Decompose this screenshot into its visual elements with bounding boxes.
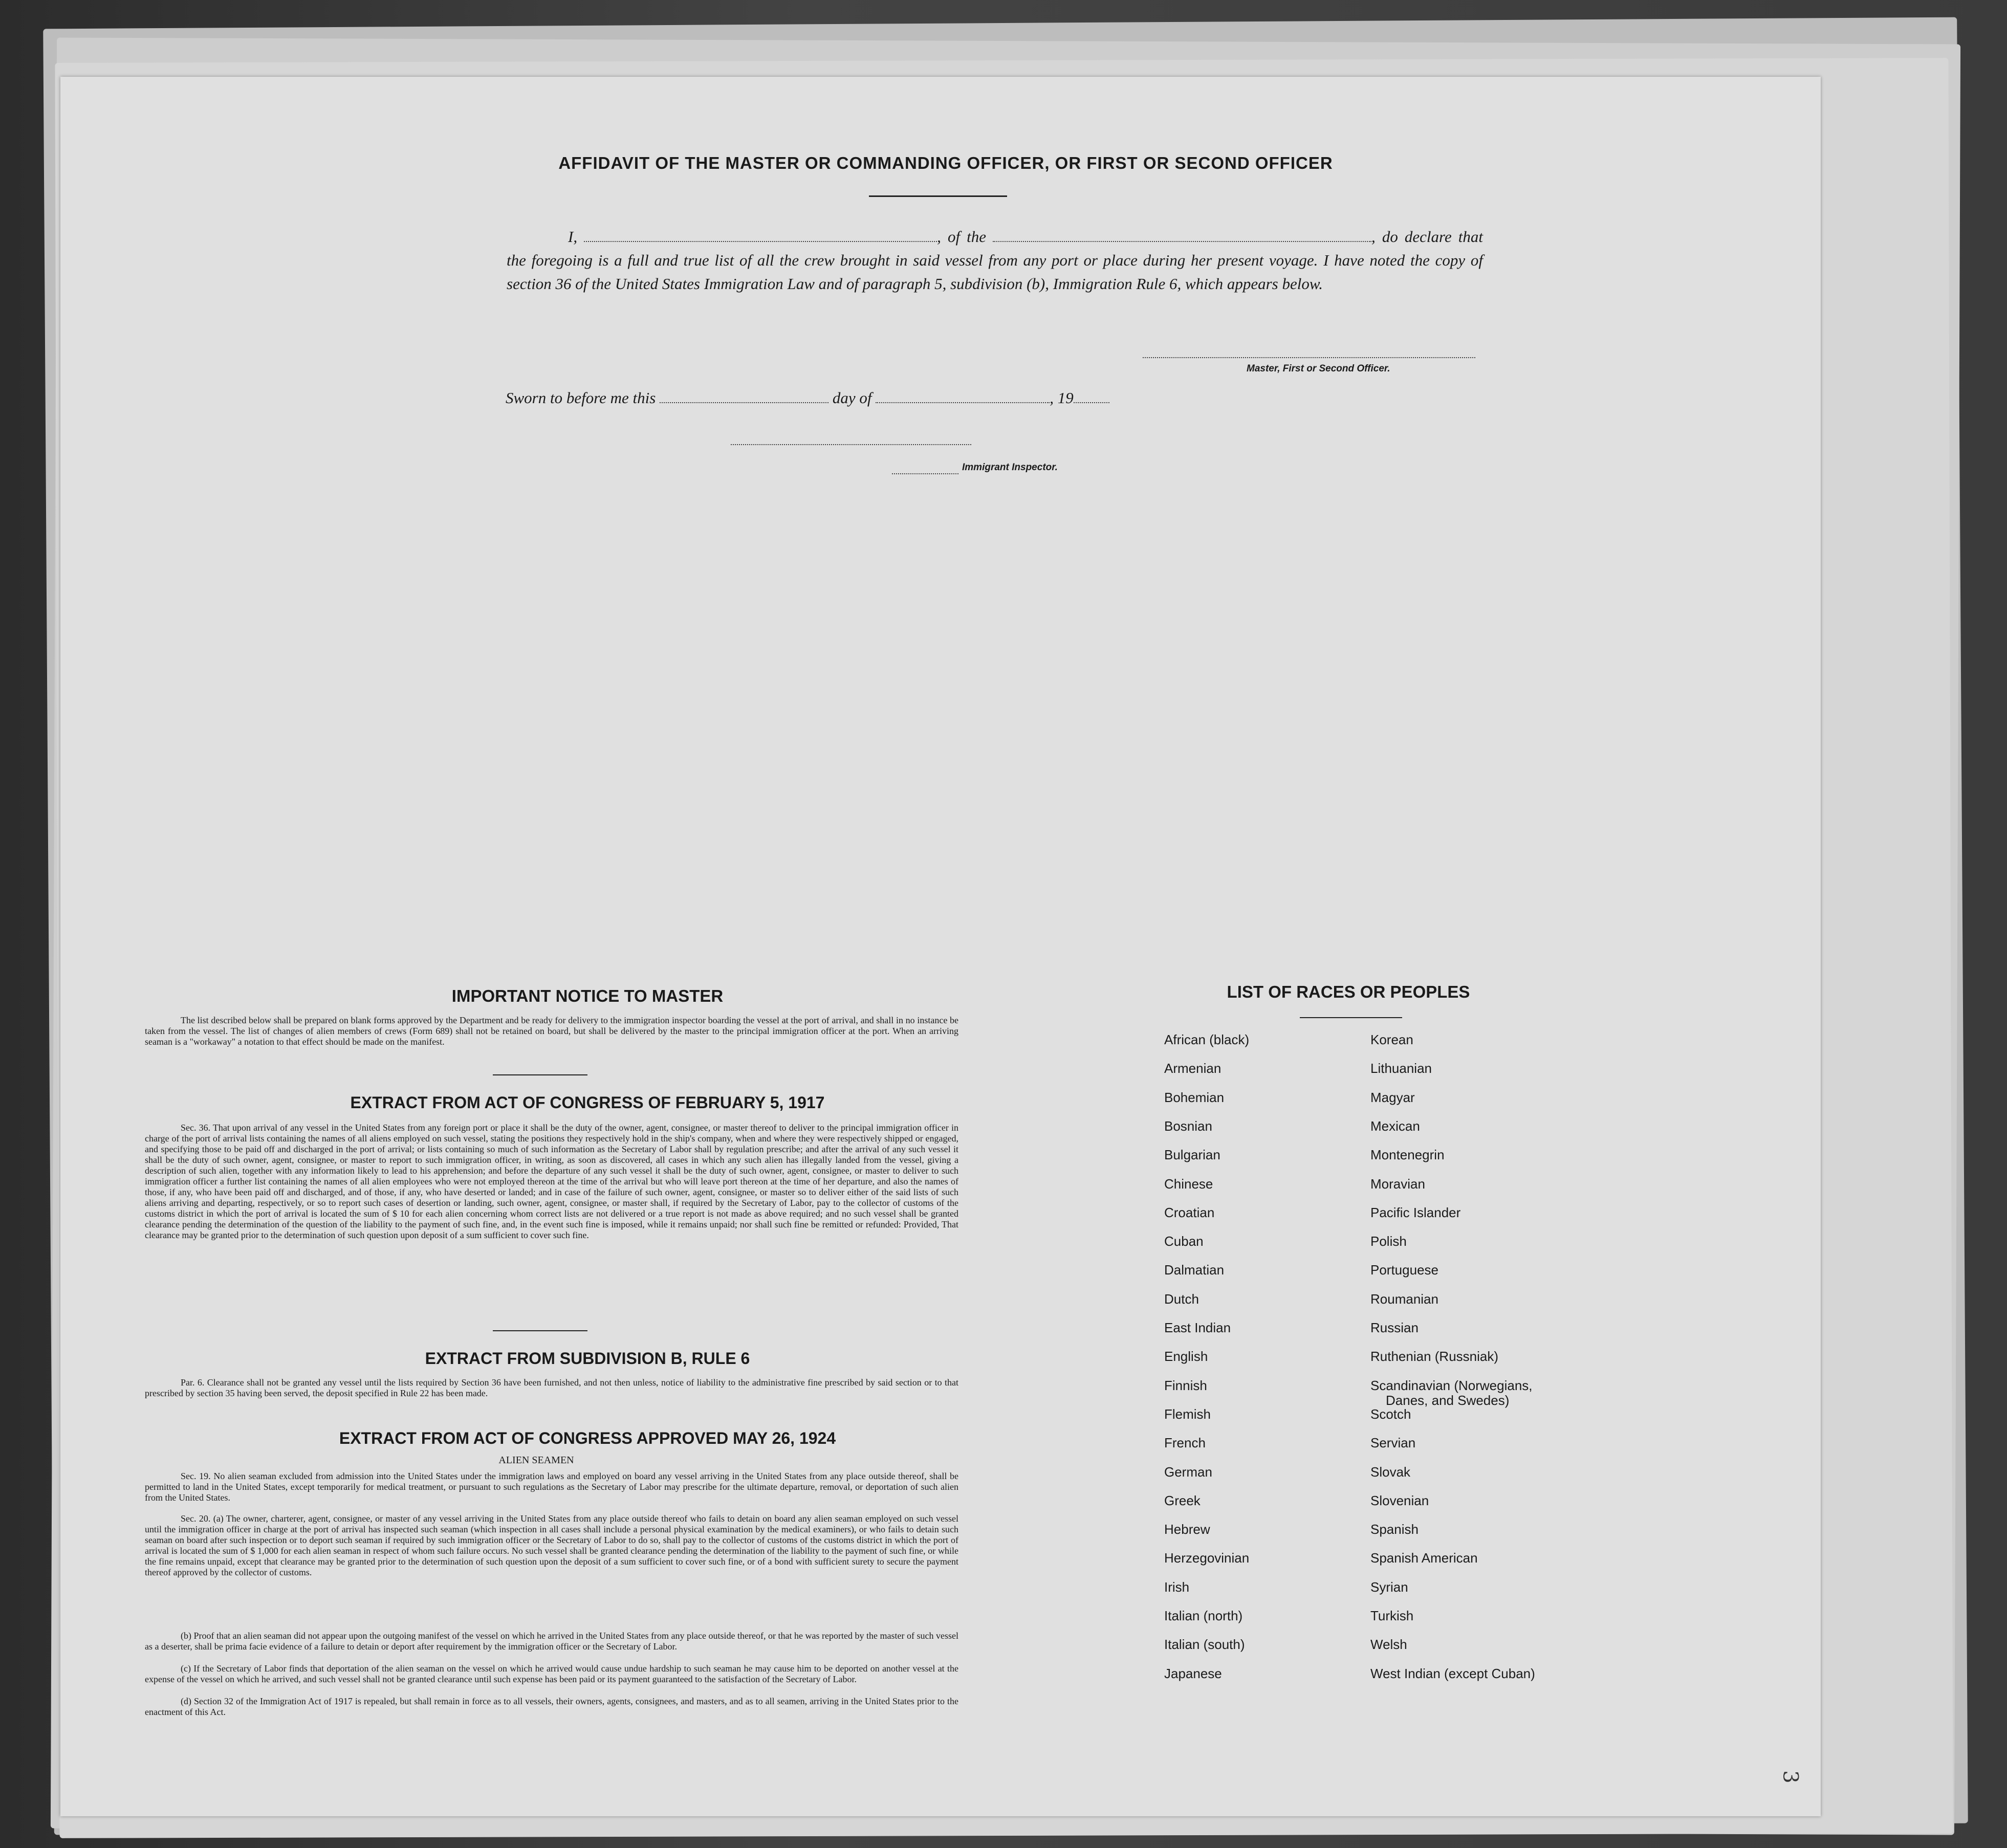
- race-item: Flemish: [1164, 1406, 1211, 1422]
- race-item: Lithuanian: [1370, 1061, 1432, 1076]
- race-item: English: [1164, 1349, 1208, 1365]
- notice-title: IMPORTANT NOTICE TO MASTER: [451, 986, 724, 1005]
- extract-1924-sec20a: Sec. 20. (a) The owner, charterer, agent, consignee, or master of any vessel arriving in the United States from any place outside thereof who fails to detain on board any alien seaman employed on such vessel until the immigration officer in charge at the port of arrival has inspected such seaman (which inspection in all cases shall include a personal physical examination by the medical examiners), or who fails to detain such seaman on board after such inspection or to deport such seaman if required by such immigration officer or the Secretary of Labor to do so, shall pay to the collector of customs of the customs district in which the port of arrival is located the sum of $ 1,000 for each alien seaman in respect of whom such failure occurs. No such vessel shall be granted clearance pending the determination of the liability to the payment of such fine, or while the fine remains unpaid, except that clearance may be granted prior to the determination of such question upon the deposit of a sum sufficient to cover such fine, or of a bond with sufficient surety to secure the payment thereof approved by the collector of customs.: [145, 1513, 958, 1577]
- race-item: West Indian (except Cuban): [1370, 1665, 1535, 1681]
- inspector-caption-leader: [892, 473, 958, 474]
- race-item: Slovak: [1370, 1464, 1411, 1480]
- race-item: Italian (north): [1164, 1608, 1243, 1623]
- sworn-day-field[interactable]: [660, 389, 828, 403]
- race-item: Roumanian: [1370, 1291, 1438, 1307]
- extract-1917-text: Sec. 36. That upon arrival of any vessel in the United States from any foreign port or place it shall be the duty of the owner, agent, consignee, or master thereof to deliver to the principal immigration officer in charge of the port of arrival lists containing the names of all aliens employed on such vessel, stating the positions they respectively hold in the ship's company, when and where they were respectively shipped or engaged, and specifying those to be paid off and discharged in the port of arrival; or lists containing so much of such information as the Secretary of Labor shall by regulation prescribe; and after the arrival of any such vessel it shall be the duty of such owner, agent, consignee, or master to report to such immigration officer, in writing, as soon as discovered, all cases in which any such alien has illegally landed from the vessel, giving a description of such alien, together with any information likely to lead to his apprehension; and before the departure of any such vessel it shall be the duty of such owner, agent, consignee, or master to deliver to such immigration officer a further list containing the names of all alien employees who were not employed thereon at the time of the arrival but who will leave port thereon at the time of her departure, and also the names of those, if any, who have been paid off and discharged, and of those, if any, who have deserted or landed; and in case of the failure of such owner, agent, consignee, or master so to deliver either of the said lists of such aliens arriving and departing, respectively, or so to report such cases of desertion or landing, such owner, agent, consignee, or master shall, if required by the Secretary of Labor, pay to the collector of customs of the customs district in which the port of arrival is located the sum of $ 10 for each alien concerning whom correct lists are not delivered or a true report is not made as above required; and no such vessel shall be granted clearance pending the determination of the question of the liability to the payment of such fine, and, in the event such fine is imposed, while it remains unpaid; nor shall such fine be remitted or refunded: Provided, That clearance may be granted prior to the determination of such question upon deposit of a sum sufficient to cover such fine.: [145, 1123, 958, 1240]
- race-item: Magyar: [1370, 1089, 1415, 1105]
- race-item: Scandinavian (Norwegians,: [1370, 1377, 1533, 1393]
- race-item: Korean: [1370, 1032, 1413, 1047]
- race-item: Slovenian: [1370, 1492, 1429, 1508]
- race-item: Montenegrin: [1370, 1147, 1445, 1163]
- race-item: Polish: [1370, 1234, 1407, 1249]
- race-item: Moravian: [1370, 1176, 1425, 1192]
- extract-1924-sec20d: (d) Section 32 of the Immigration Act of 1917 is repealed, but shall remain in force as to all vessels, their owners, agents, consignees, and masters, and as to all seamen, arriving in the United States prior to the enactment of this Act.: [145, 1696, 958, 1717]
- race-item: Spanish: [1370, 1522, 1419, 1537]
- sworn-month-field[interactable]: [876, 389, 1050, 403]
- race-item: French: [1164, 1435, 1206, 1451]
- section-rule: [493, 1330, 587, 1331]
- affidavit-text: [507, 225, 1483, 296]
- extract-1924-sec20c: (c) If the Secretary of Labor finds that deportation of the alien seaman on the vessel on which he arrived would cause undue hardship to such seaman he may cause him to be deported on another vessel at the expense of the vessel on which he arrived, and such vessel shall not be granted clearance until such expense has been paid or its payment guaranteed to the satisfaction of the Secretary of Labor.: [145, 1663, 958, 1684]
- race-item: Irish: [1164, 1579, 1190, 1595]
- race-item: Herzegovinian: [1164, 1550, 1250, 1566]
- master-signature-line[interactable]: [1143, 357, 1475, 358]
- race-item: Bosnian: [1164, 1118, 1212, 1134]
- race-item: East Indian: [1164, 1320, 1231, 1335]
- race-item: Portuguese: [1370, 1262, 1438, 1278]
- year-prefix: , 19: [1050, 389, 1074, 407]
- section-rule: [493, 1074, 587, 1075]
- races-title: LIST OF RACES OR PEOPLES: [1227, 982, 1470, 1001]
- extract-1924-sec19: Sec. 19. No alien seaman excluded from admission into the United States under the immigration laws and employed on board any vessel arriving in the United States from any place outside thereof, shall be permitted to land in the United States, except temporarily for medical treatment, or pursuant to such regulations as the Secretary of Labor may prescribe for the ultimate departure, removal, or deportation of such alien from the United States.: [145, 1471, 958, 1503]
- affidavit-of-the: , of the: [937, 228, 986, 246]
- race-item: Cuban: [1164, 1234, 1204, 1249]
- extract-1924-title: EXTRACT FROM ACT OF CONGRESS APPROVED MAY 26, 1924: [339, 1429, 836, 1447]
- affidavit-do-declare: , do declare: [1371, 228, 1452, 246]
- affidavit-i: I,: [568, 228, 578, 246]
- extract-1917-title: EXTRACT FROM ACT OF CONGRESS OF FEBRUARY 5, 1917: [350, 1093, 825, 1112]
- race-item: Spanish American: [1370, 1550, 1478, 1566]
- affidavit-title: AFFIDAVIT OF THE MASTER OR COMMANDING OFFICER, OR FIRST OR SECOND OFFICER: [558, 153, 1333, 172]
- race-item: Greek: [1164, 1492, 1201, 1508]
- race-item: Bohemian: [1164, 1089, 1225, 1105]
- extract-rule6-title: EXTRACT FROM SUBDIVISION B, RULE 6: [425, 1349, 750, 1368]
- handwritten-page-number: 3: [1778, 1770, 1802, 1784]
- day-of-text: day of: [832, 389, 872, 407]
- race-item: Russian: [1370, 1320, 1419, 1335]
- race-item: Ruthenian (Russniak): [1370, 1349, 1499, 1365]
- inspector-caption: Immigrant Inspector.: [962, 462, 1058, 473]
- sworn-to-text: Sworn to before me this: [506, 389, 656, 407]
- race-item: Hebrew: [1164, 1522, 1210, 1537]
- race-item: German: [1164, 1464, 1212, 1480]
- extract-1924-subtitle: ALIEN SEAMEN: [498, 1455, 574, 1466]
- sworn-line: [506, 389, 1171, 407]
- form-page: [60, 77, 1821, 1816]
- races-title-rule: [1300, 1017, 1402, 1018]
- notice-text: The list described below shall be prepared on blank forms approved by the Department and be ready for delivery to the immigration inspector boarding the vessel at the port of arrival, and shall in no instance be taken from the vessel. The list of changes of alien members of crews (Form 689) shall not be retained on board, but shall be delivered by the master to the principal immigration officer at the port. When an arriving seaman is a "workaway" a notation to that effect should be made on the manifest.: [145, 1015, 958, 1047]
- sworn-year-field[interactable]: [1074, 389, 1109, 403]
- extract-rule6-text: Par. 6. Clearance shall not be granted any vessel until the lists required by Section 36 have been furnished, and not then unless, notice of liability to the administrative fine prescribed by said section or to that prescribed by section 35 having been served, the deposit specified in Rule 22 has been made.: [145, 1377, 958, 1398]
- officer-name-field[interactable]: [584, 228, 937, 242]
- race-item: African (black): [1164, 1032, 1250, 1047]
- race-item: Armenian: [1164, 1061, 1221, 1076]
- race-item: Bulgarian: [1164, 1147, 1220, 1163]
- race-item: Italian (south): [1164, 1637, 1245, 1653]
- race-item: Syrian: [1370, 1579, 1408, 1595]
- race-item: Welsh: [1370, 1637, 1407, 1653]
- race-item: Servian: [1370, 1435, 1416, 1451]
- race-item: Scotch: [1370, 1406, 1411, 1422]
- race-item: Mexican: [1370, 1118, 1420, 1134]
- race-item: Dalmatian: [1164, 1262, 1225, 1278]
- master-signature-caption: Master, First or Second Officer.: [1247, 363, 1390, 374]
- race-item: Pacific Islander: [1370, 1204, 1461, 1220]
- race-item: Dutch: [1164, 1291, 1199, 1307]
- race-item: Japanese: [1164, 1665, 1222, 1681]
- race-item: Danes, and Swedes): [1386, 1392, 1510, 1408]
- race-item: Chinese: [1164, 1176, 1213, 1192]
- extract-1924-sec20b: (b) Proof that an alien seaman did not appear upon the outgoing manifest of the vessel on which he arrived in the United States from any place outside thereof, or that he was reported by the master of such vessel as a deserter, shall be prima facie evidence of a failure to detain or deport after requirement by the immigration officer or the Secretary of Labor.: [145, 1631, 958, 1652]
- vessel-name-field[interactable]: [993, 228, 1371, 242]
- race-item: Turkish: [1370, 1608, 1414, 1623]
- race-item: Croatian: [1164, 1204, 1215, 1220]
- inspector-signature-line[interactable]: [731, 444, 971, 445]
- title-rule: [869, 195, 1007, 197]
- race-item: Finnish: [1164, 1377, 1207, 1393]
- affidavit-body: that the foregoing is a full and true list of all the crew brought in said vessel from any port or place during her present voyage. I have noted the copy of section 36 of the United States Immigration Law and of paragraph 5, subdivision (b), Immigration Rule 6, which appears below.: [507, 228, 1484, 293]
